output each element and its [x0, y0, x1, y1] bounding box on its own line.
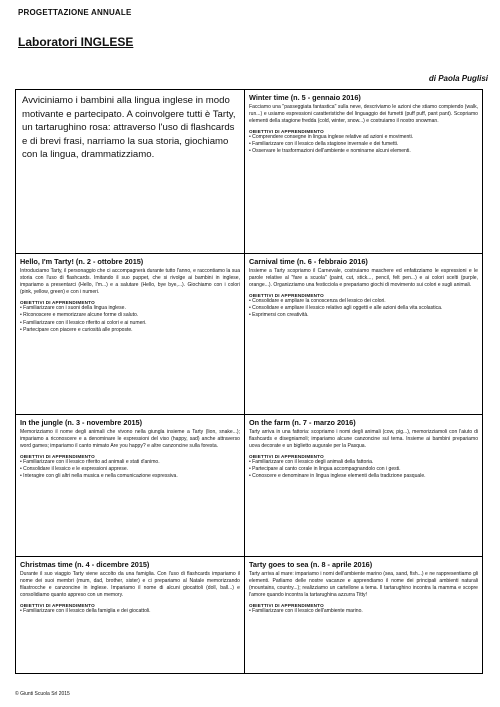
- unit-cell: [245, 415, 483, 557]
- unit-body: Introduciamo Tarty, il personaggio che ci accompagnerà durante tutto l'anno, e raccontiamo la sua storia con l'uso di flashcards. Imitando il suo puppet, che si rivolge ai bambini in inglese, impariamo a presentarci (Hello, I'm...) e a salutare (Hello, bye bye,...). Giochiamo con i colori (pink, yellow, green) e con i numeri.: [20, 268, 240, 296]
- unit-cell: [16, 557, 245, 674]
- objectives-list: [20, 608, 240, 615]
- objective-item: • Familiarizzare con il lessico della famiglia e dei giocattoli.: [20, 608, 151, 615]
- author-line: di Paola Puglisi: [428, 74, 488, 83]
- objective-item: • Familiarizzare con il lessico della stagione invernale e dei fumetti.: [249, 141, 399, 148]
- unit-title: Carnival time (n. 6 - febbraio 2016): [249, 257, 368, 266]
- objectives-heading: OBIETTIVI DI APPRENDIMENTO: [249, 129, 324, 135]
- objectives-heading: OBIETTIVI DI APPRENDIMENTO: [20, 454, 95, 460]
- objectives-heading: OBIETTIVI DI APPRENDIMENTO: [249, 293, 324, 299]
- objective-item: • Esprimersi con creatività.: [249, 312, 309, 319]
- objective-item: • Riconoscere e memorizzare alcune forme di saluto.: [20, 312, 139, 319]
- objective-item: • Familiarizzare con il lessico riferito ad animali e stati d'animo.: [20, 459, 160, 466]
- unit-title: In the jungle (n. 3 - novembre 2015): [20, 418, 143, 427]
- unit-cell: [16, 415, 245, 557]
- unit-body: Tarty arriva in una fattoria: scopriamo i nomi degli animali (cow, pig...), memorizziamoli con l'aiuto di flashcards e disegniamoli; impariamo alcune canzoncine sul tema. Insieme ai bambini prepariamo uova decorate e un biglietto augurale per la Pasqua.: [249, 429, 478, 450]
- objectives-list: [20, 305, 240, 333]
- program-label: PROGETTAZIONE ANNUALE: [18, 8, 132, 17]
- unit-body: Facciamo una "passeggiata fantastica" sulla neve, descriviamo le azioni che stiamo compiendo (walk, run...) e usiamo espressioni caratteristiche del linguaggio dei fumetti (puff puff, pant pant). Scopriamo elementi della stagione fredda (cold, winter, snow...) e costruiamo il nostro snowman.: [249, 104, 478, 125]
- unit-cell: [16, 254, 245, 415]
- objective-item: • Conoscere e denominare in lingua inglese elementi della tradizione pasquale.: [249, 473, 426, 480]
- unit-cell: [245, 90, 483, 254]
- page-header: [18, 8, 488, 49]
- objective-item: • Consolidare e ampliare la conoscenza del lessico dei colori.: [249, 298, 386, 305]
- page-title: Laboratori INGLESE: [18, 35, 134, 49]
- objectives-heading: OBIETTIVI DI APPRENDIMENTO: [20, 300, 95, 306]
- unit-cell: [245, 254, 483, 415]
- objectives-heading: OBIETTIVI DI APPRENDIMENTO: [249, 603, 324, 609]
- objective-item: • Familiarizzare con il lessico dell'ambiente marino.: [249, 608, 363, 615]
- unit-body: Memorizziamo il nome degli animali che vivono nella giungla insieme a Tarty (lion, snake...); impariamo a riconoscere e a denominare le espressioni del viso (happy, sad) anche attraverso word games; impariamo il canto mimato Are you happy? e altre canzoncine sulla foresta.: [20, 429, 240, 450]
- objectives-heading: OBIETTIVI DI APPRENDIMENTO: [20, 603, 95, 609]
- unit-body: Durante il suo viaggio Tarty viene accolto da una famiglia. Con l'uso di flashcards impariamo il nome dei suoi membri (mum, dad, brother, sister) e ci prepariamo al Natale memorizzando filastrocche e canzoncine in inglese. Impariamo il nome di alcuni giocattoli (doll, ball...) e consolidiamo quanto appreso con un memory.: [20, 571, 240, 599]
- objectives-list: [249, 459, 478, 480]
- objective-item: • Interagire con gli altri nella musica e nella comunicazione espressiva.: [20, 473, 178, 480]
- copyright-footer: © Giunti Scuola Srl 2015: [15, 691, 70, 697]
- unit-title: Hello, I'm Tarty! (n. 2 - ottobre 2015): [20, 257, 144, 266]
- objective-item: • Familiarizzare con i suoni della lingua inglese.: [20, 305, 126, 312]
- unit-title: Winter time (n. 5 - gennaio 2016): [249, 93, 361, 102]
- unit-title: Christmas time (n. 4 - dicembre 2015): [20, 560, 150, 569]
- objective-item: • Partecipare con piacere e curiosità alle proposte.: [20, 326, 133, 333]
- objective-item: • Comprendere consegne in lingua inglese relative ad azioni e movimenti.: [249, 134, 414, 141]
- intro-text: Avviciniamo i bambini alla lingua inglese in modo motivante e partecipato. A coinvolgere tutti è Tarty, un tartarughino rosa: attraverso l'uso di flashcards e di brevi frasi, narriamo la sua storia, giochiamo con la lingua, drammatizziamo.: [22, 95, 236, 160]
- objective-item: • Familiarizzare con il lessico degli animali della fattoria.: [249, 459, 374, 466]
- units-grid: [15, 89, 483, 674]
- objectives-list: [20, 459, 240, 480]
- unit-title: Tarty goes to sea (n. 8 - aprile 2016): [249, 560, 373, 569]
- objective-item: • Familiarizzare con il lessico riferito ai colori e ai numeri.: [20, 319, 147, 326]
- objective-item: • Osservare le trasformazioni dell'ambiente e nominarne alcuni elementi.: [249, 148, 411, 155]
- unit-body: Insieme a Tarty scopriamo il Carnevale, costruiamo maschere ed enfatizziamo le espressioni e le parole relative al "fare a scuola" (paint, cut, stick..., pencil, felt pen...) e ai colori scelti (purple, orange...). Organizziamo una festicciola e prepariamo giochi di movimento sui colori e sugli animali.: [249, 268, 478, 289]
- unit-body: Tarty arriva al mare: impariamo i nomi dell'ambiente marino (sea, sand, fish...) e ne rappresentiamo gli elementi. Parliamo delle nostre vacanze e apprendiamo il nome dei principali ambienti naturali (mountains, country...); realizziamo un cartellone a tema. Il tartarughino incontra la mamma e scopre l'amore quando incontra la tartarughina azzurra Titty!: [249, 571, 478, 599]
- objectives-list: [249, 298, 478, 319]
- objectives-heading: OBIETTIVI DI APPRENDIMENTO: [249, 454, 324, 460]
- objectives-list: [249, 134, 478, 155]
- unit-cell: [245, 557, 483, 674]
- objectives-list: [249, 608, 478, 615]
- unit-title: On the farm (n. 7 - marzo 2016): [249, 418, 356, 427]
- objective-item: • Consolidare e ampliare il lessico relativo agli oggetti e alle azioni della vita scolastica.: [249, 305, 443, 312]
- objective-item: • Consolidare il lessico e le espressioni apprese.: [20, 466, 129, 473]
- intro-cell: [16, 90, 245, 254]
- objective-item: • Partecipare al canto corale in lingua accompagnandolo con i gesti.: [249, 466, 401, 473]
